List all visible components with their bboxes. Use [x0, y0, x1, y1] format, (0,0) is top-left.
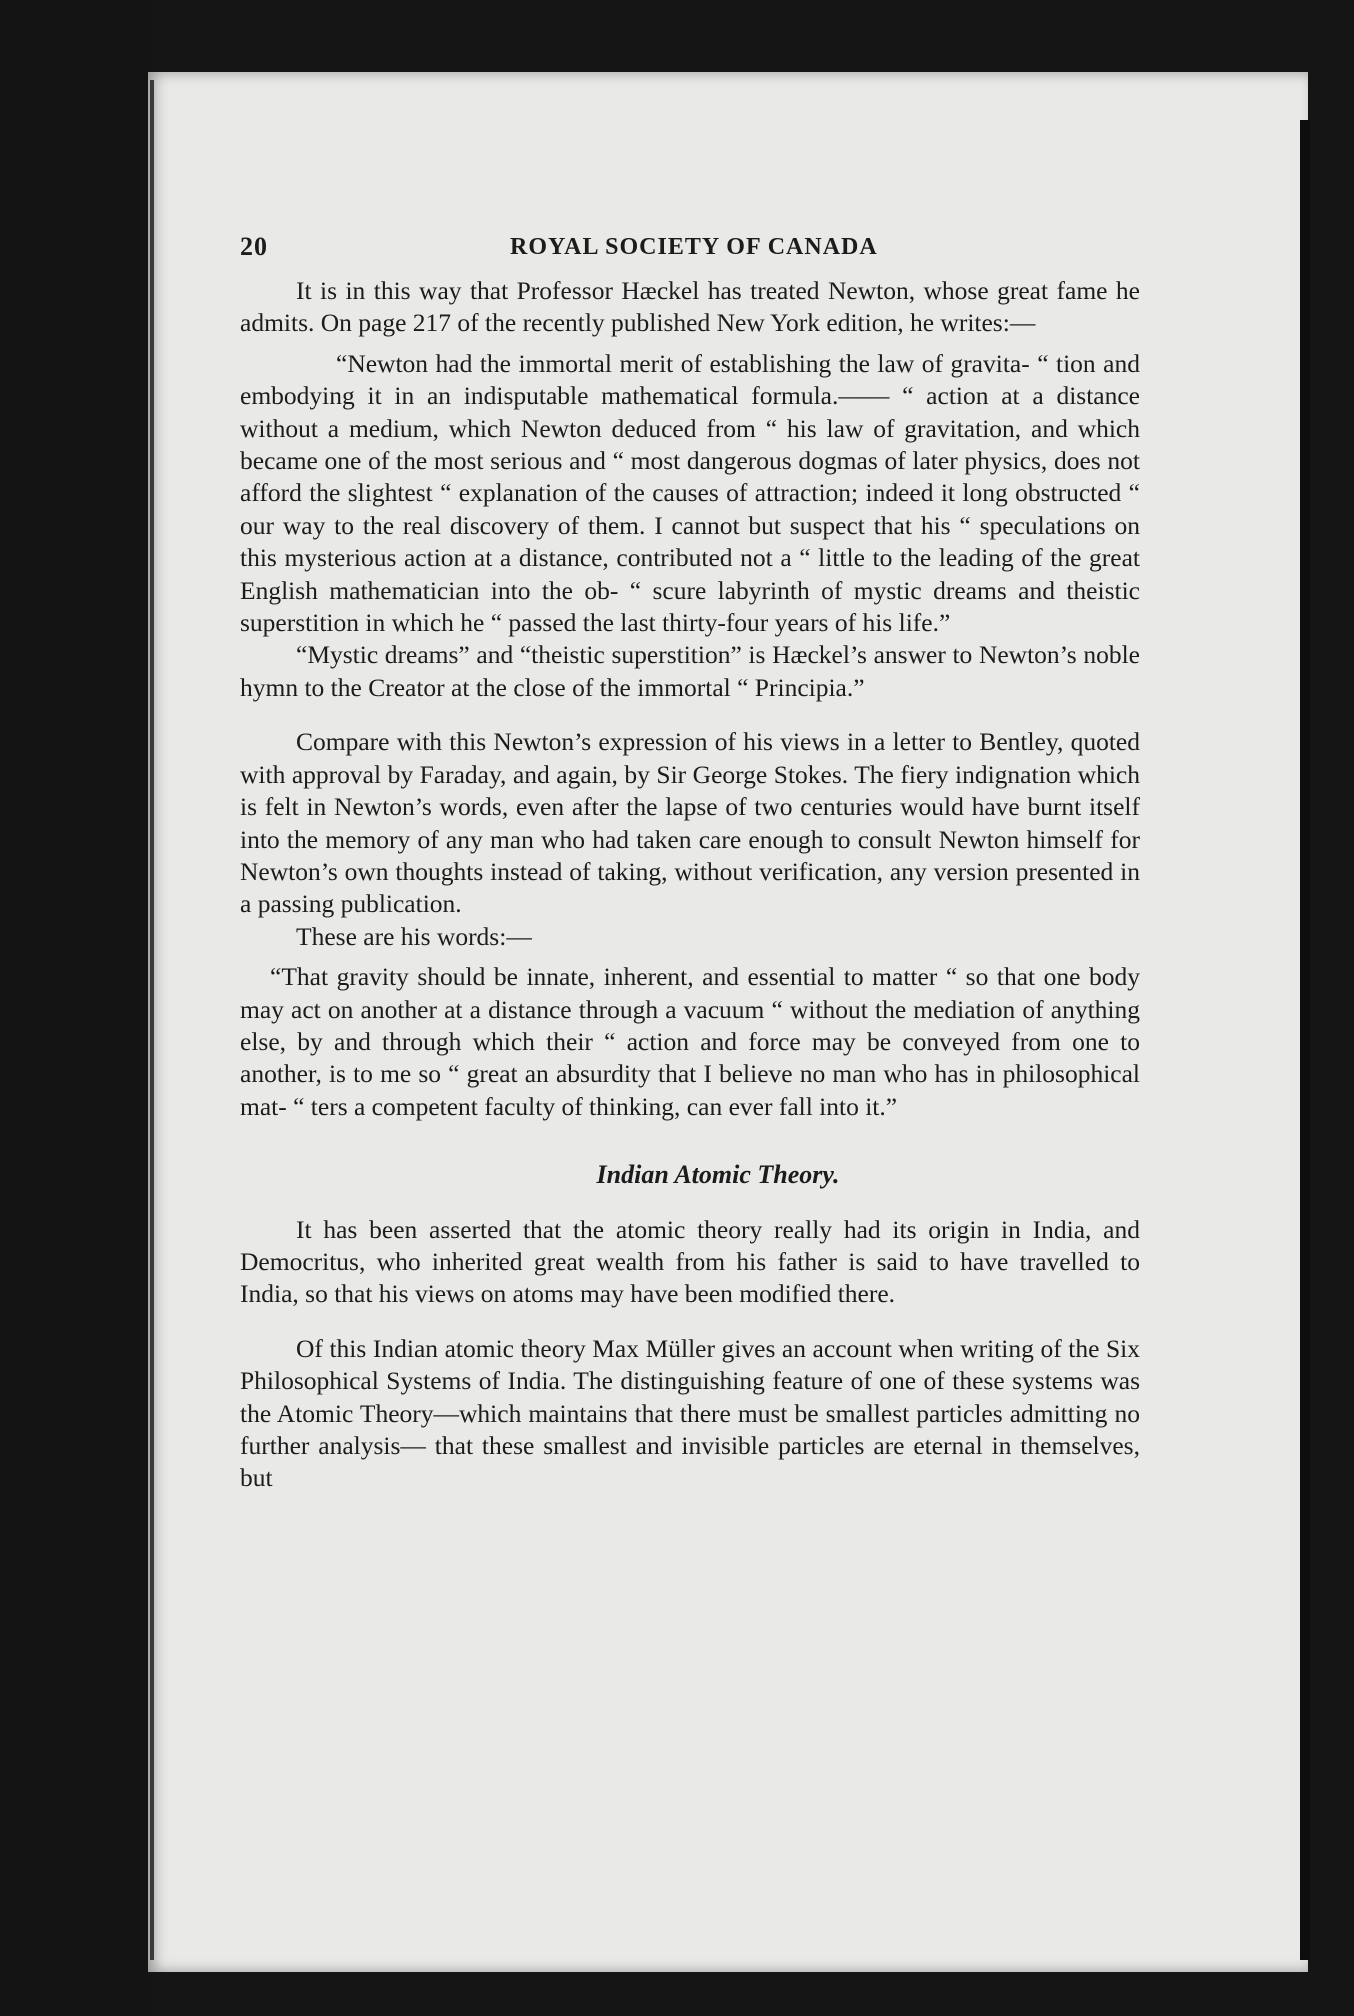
page-body: [240, 275, 1140, 1495]
paragraph-intro: It is in this way that Professor Hæckel has treated Newton, whose great fame he admits. On page 217 of the recently published New York edition, he writes:—: [240, 276, 1140, 338]
paragraph-max-muller: Of this Indian atomic theory Max Müller gives an account when writing of the Six Philosophical Systems of India. The distinguishing feature of one of these systems was the Atomic Theory—which maintains that there must be smallest particles admitting no further analysis— that these smallest and invisible particles are eternal in themselves, but: [240, 1333, 1140, 1493]
paragraph-words-intro: These are his words:—: [296, 921, 532, 951]
page-edge: [1300, 120, 1310, 1960]
paragraph-compare: Compare with this Newton’s expression of his views in a letter to Bentley, quoted with approval by Faraday, and again, by Sir George Stokes. The fiery indignation which is felt in Newton’s words, even after the lapse of two centuries would have burnt itself into the memory of any man who had taken care enough to consult Newton himself for Newton’s own thoughts instead of taking, without verification, any version presented in a passing publication.: [240, 727, 1140, 919]
paragraph-indian-origin: It has been asserted that the atomic theory really had its origin in India, and Democritus, who inherited great wealth from his father is said to have travelled to India, so that his views on atoms may have been modified there.: [240, 1214, 1140, 1309]
page-gutter: [150, 80, 154, 1960]
running-head: ROYAL SOCIETY OF CANADA: [510, 234, 878, 260]
paragraph-haeckel-answer: “Mystic dreams” and “theistic superstition” is Hæckel’s answer to Newton’s noble hymn to the Creator at the close of the immortal “ Principia.”: [240, 640, 1140, 702]
paragraph-newton-quote: “That gravity should be innate, inherent, and essential to matter “ so that one body may act on another at a distance through a vacuum “ without the mediation of anything else, by and through which their “ action and force may be conveyed from one to another, is to me so “ great an absurdity that I believe no man who has in philosophical mat- “ ters a competent faculty of thinking, can ever fall into it.”: [240, 962, 1140, 1121]
page-number: 20: [240, 232, 268, 261]
paragraph-haeckel-quote: “Newton had the immortal merit of establishing the law of gravita- “ tion and embodying it in an indisputable mathematical formula.—— “ action at a distance without a medium, which Newton deduced from “ his law of gravitation, and which became one of the most serious and “ most dangerous dogmas of later physics, does not afford the slightest “ explanation of the causes of attraction; indeed it long obstructed “ our way to the real discovery of them. I cannot but suspect that his “ speculations on this mysterious action at a distance, contributed not a “ little to the leading of the great English mathematician into the ob- “ scure labyrinth of mystic dreams and theistic superstition in which he “ passed the last thirty-four years of his life.”: [240, 348, 1140, 638]
scan-background: [0, 0, 150, 2016]
page-header: [240, 228, 1140, 268]
section-heading: Indian Atomic Theory.: [596, 1160, 840, 1190]
